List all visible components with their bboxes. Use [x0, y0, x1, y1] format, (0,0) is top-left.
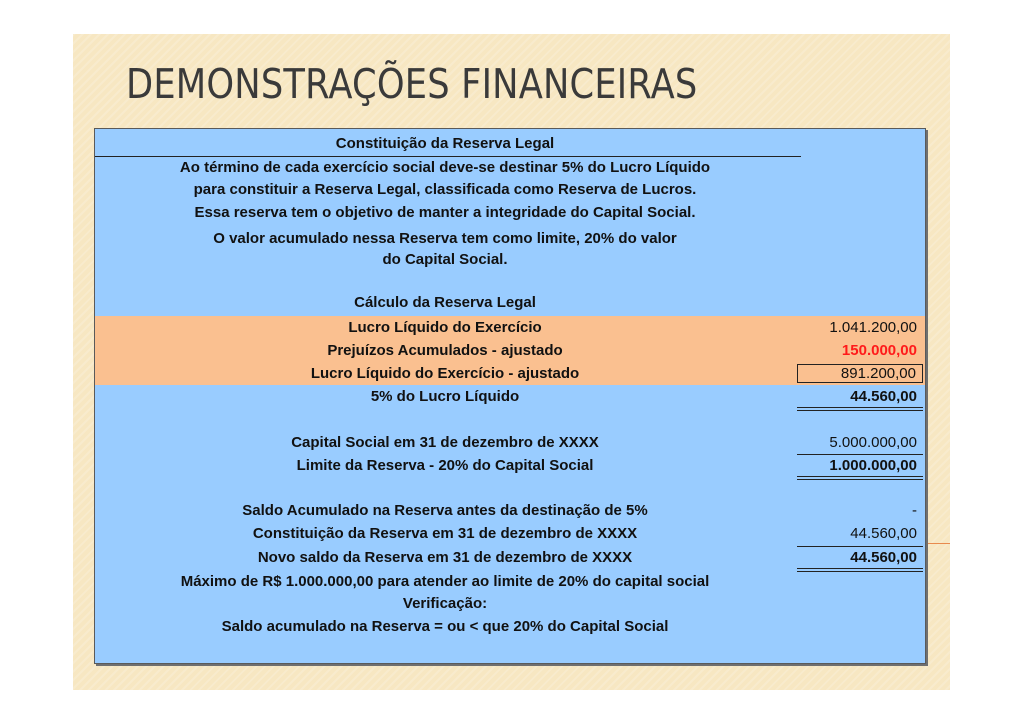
intro-line-5: do Capital Social. — [382, 251, 508, 268]
row-value-lucro-liquido: 1.041.200,00 — [829, 319, 917, 336]
row-value-saldo-acumulado: - — [912, 502, 917, 519]
row-label-prejuizos: Prejuízos Acumulados - ajustado — [327, 342, 563, 359]
footer-verificacao: Verificação: — [402, 595, 488, 612]
intro-line-2: para constituir a Reserva Legal, classificada como Reserva de Lucros. — [193, 181, 697, 198]
double-underline — [797, 476, 923, 480]
row-value-cinco-porcento: 44.560,00 — [850, 388, 917, 405]
underline — [797, 546, 923, 547]
row-label-capital-social: Capital Social em 31 de dezembro de XXXX — [291, 434, 599, 451]
row-label-lucro-ajustado: Lucro Líquido do Exercício - ajustado — [310, 365, 580, 382]
row-label-constituicao: Constituição da Reserva em 31 de dezembro de XXXX — [252, 525, 638, 542]
row-label-cinco-porcento: 5% do Lucro Líquido — [370, 388, 520, 405]
underline — [797, 454, 923, 455]
row-value-constituicao: 44.560,00 — [850, 525, 917, 542]
row-value-novo-saldo: 44.560,00 — [850, 549, 917, 566]
row-label-lucro-liquido: Lucro Líquido do Exercício — [348, 319, 542, 336]
double-underline — [797, 407, 923, 411]
row-label-novo-saldo: Novo saldo da Reserva em 31 de dezembro de XXXX — [257, 549, 633, 566]
slide-title: DEMONSTRAÇÕES FINANCEIRAS — [126, 60, 698, 108]
intro-line-4: O valor acumulado nessa Reserva tem como limite, 20% do valor — [213, 230, 677, 247]
row-label-limite-reserva: Limite da Reserva - 20% do Capital Social — [296, 457, 594, 474]
calc-title: Cálculo da Reserva Legal — [354, 294, 536, 311]
footer-maximo: Máximo de R$ 1.000.000,00 para atender ao limite de 20% do capital social — [180, 573, 710, 590]
header-underline — [95, 156, 801, 157]
row-value-lucro-ajustado: 891.200,00 — [797, 364, 923, 383]
accent-line — [926, 543, 950, 544]
row-value-prejuizos: 150.000,00 — [841, 342, 917, 359]
row-value-capital-social: 5.000.000,00 — [829, 434, 917, 451]
sheet-header: Constituição da Reserva Legal — [335, 135, 555, 152]
footer-saldo: Saldo acumulado na Reserva = ou < que 20% do Capital Social — [221, 618, 669, 635]
intro-line-1: Ao término de cada exercício social deve-se destinar 5% do Lucro Líquido — [179, 159, 711, 176]
row-label-saldo-acumulado: Saldo Acumulado na Reserva antes da destinação de 5% — [242, 502, 648, 519]
intro-line-3: Essa reserva tem o objetivo de manter a integridade do Capital Social. — [194, 204, 696, 221]
spreadsheet-embed — [94, 128, 926, 664]
double-underline — [797, 568, 923, 572]
row-value-limite-reserva: 1.000.000,00 — [829, 457, 917, 474]
